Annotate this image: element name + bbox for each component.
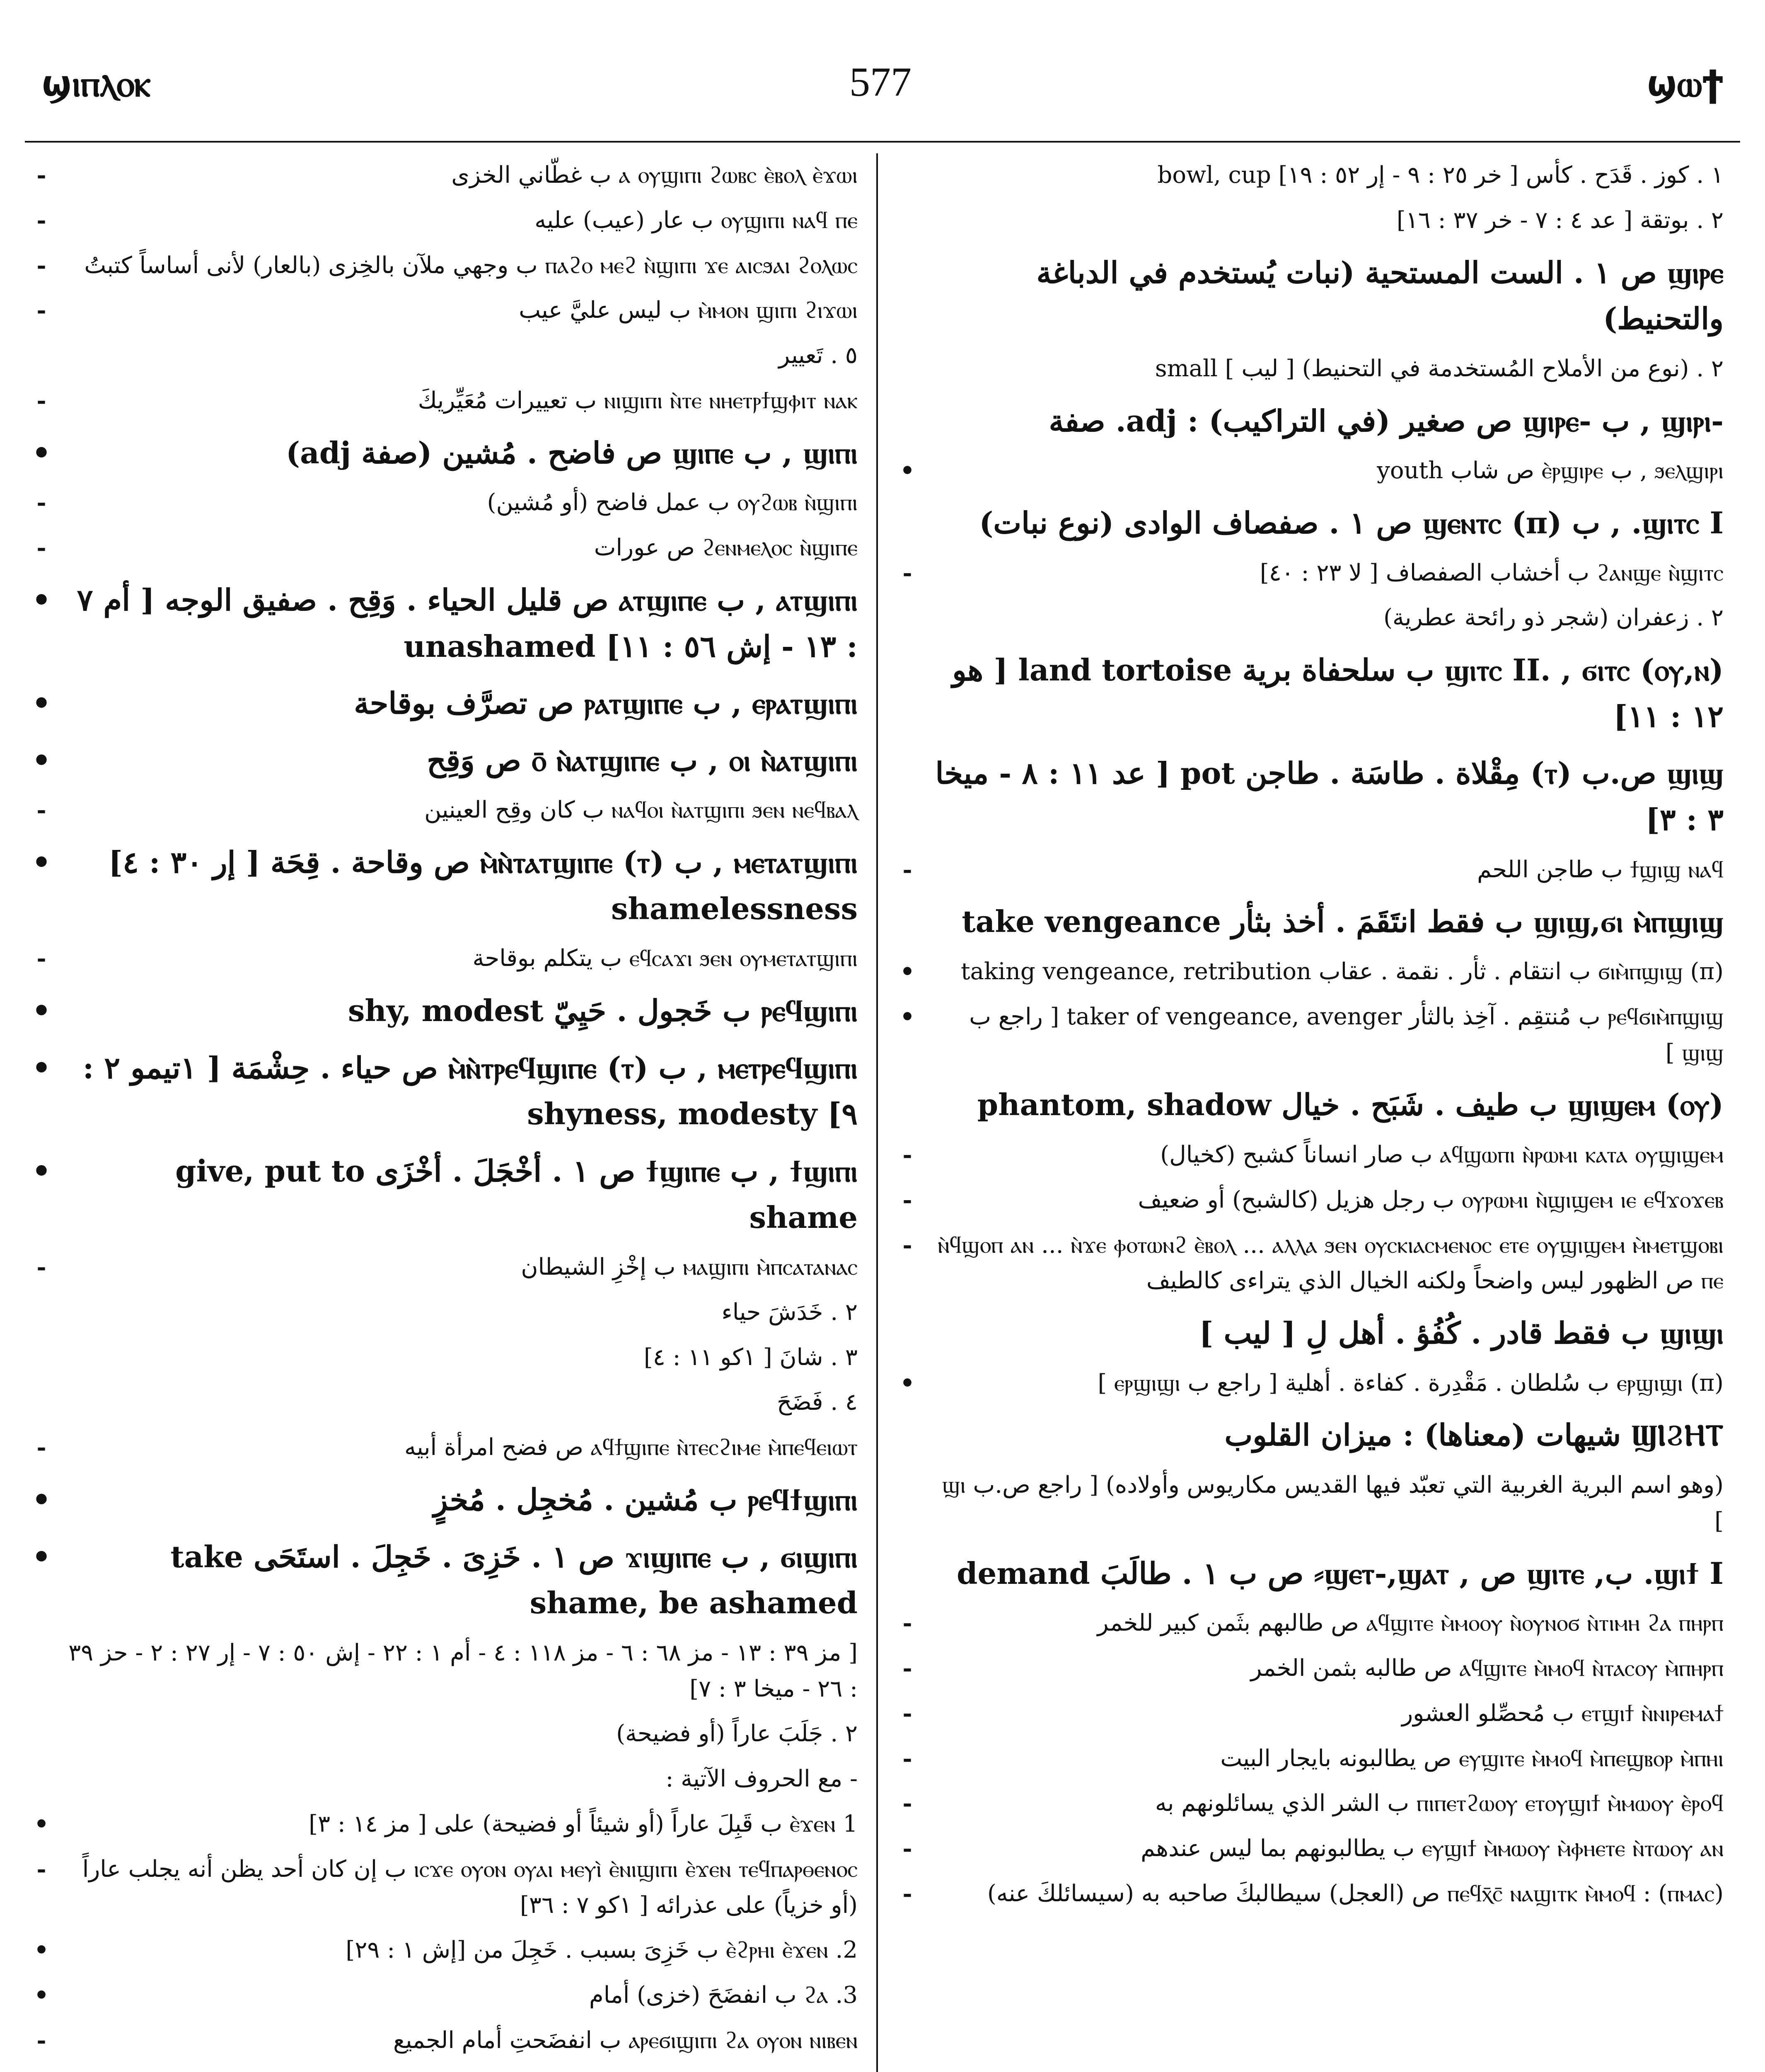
dictionary-entry <box>25 383 870 419</box>
entry-marker: - <box>36 1434 46 1462</box>
entry-marker: • <box>31 1153 51 1188</box>
dictionary-entry <box>25 1716 870 1752</box>
dictionary-headword-entry <box>891 1082 1736 1128</box>
dictionary-entry <box>891 1605 1736 1641</box>
dictionary-entry <box>25 1385 870 1421</box>
entry-text: ⲁⲣⲉϭⲓϣⲓⲡⲓ ϩⲁ ⲟⲩⲟⲛ ⲛⲓⲃⲉⲛ ب انفضَحتِ أمام الجميع <box>393 2027 858 2054</box>
entry-marker: - <box>36 162 46 189</box>
entry-text: 1 ⲉ̀ϫⲉⲛ ب قَبِلَ عاراً (أو شيئاً أو فضيحة) على [ مز ١٤ : ٣] <box>309 1811 858 1838</box>
dictionary-entry <box>25 1806 870 1842</box>
entry-marker: - <box>902 1880 912 1908</box>
entry-text: ϣⲓⲣⲉ ص ١ . الست المستحية (نبات يُستخدم في الدباغة والتحنيط) <box>1036 254 1724 336</box>
entry-text: ⲡⲓⲡⲉⲧϩⲱⲟⲩ ⲉⲧⲟⲩϣⲓϯ ⲙ̀ⲙⲱⲟⲩ ⲉ̀ⲣⲟϥ ب الشر الذي يسائلونهم به <box>1155 1790 1724 1817</box>
entry-text: ⲉⲣⲁⲧϣⲓⲡⲓ , ب ⲣⲁⲧϣⲓⲡⲉ ص تصرَّف بوقاحة <box>354 685 858 721</box>
entry-marker <box>29 2068 54 2072</box>
entry-text: ⲟⲓ ⲛ̀ⲁⲧϣⲓⲡⲓ , ب ⲟ̄ ⲛ̀ⲁⲧϣⲓⲡⲉ ص وَقِح <box>427 742 858 778</box>
entry-text: ⲉⲩϣⲓϯ ⲙ̀ⲙⲱⲟⲩ ⲙ̀ⲫⲏⲉⲧⲉ ⲛ̀ⲧⲱⲟⲩ ⲁⲛ ب يطالبونهم بما ليس عندهم <box>1141 1835 1724 1862</box>
dictionary-entry <box>25 530 870 566</box>
entry-text: ϣⲓⲧⲥ II. , ϭⲓⲧⲥ (ⲟⲩ,ⲛ) ب سلحفاة برية land tortoise [ هو ١٢ : ١١] <box>952 652 1724 734</box>
entry-marker: - <box>36 1254 46 1281</box>
entry-text: ϩⲁⲛϣⲉ ⲛ̀ϣⲓⲧⲥ ب أخشاب الصفصاف [ لا ٢٣ : ٤٠] <box>1260 559 1724 586</box>
dictionary-headword-entry <box>891 249 1736 342</box>
dictionary-entry <box>25 1635 870 1707</box>
dictionary-entry <box>891 852 1736 888</box>
entry-text: ⲟⲩⲣⲱⲙⲓ ⲛ̀ϣⲓϣⲉⲙ ⲓⲉ ⲉϥϫⲟϫⲉⲃ ب رجل هزيل (كالشبح) أو ضعيف <box>1138 1186 1724 1213</box>
entry-text: - مع الحروف الآتية : <box>665 1765 858 1793</box>
entry-marker: • <box>31 845 51 880</box>
entry-text: ϣⲓϣ ص.ب (ⲧ) مِقْلاة . طاسَة . طاجن pot [ عد ١١ : ٨ - ميخا ٣ : ٣] <box>935 755 1724 837</box>
entry-text: ٢ . (نوع من الأملاح المُستخدمة في التحنيط) [ ليب ] small <box>1155 355 1724 382</box>
entry-marker: - <box>902 1655 912 1682</box>
dictionary-entry <box>25 941 870 977</box>
dictionary-entry <box>891 1876 1736 1912</box>
dictionary-entry <box>25 1295 870 1331</box>
dictionary-entry <box>891 1786 1736 1822</box>
entry-text: ϯϣⲓⲡⲓ , ب ϯϣⲓⲡⲉ ص ١ . أخْجَلَ . أخْزَى give, put to shame <box>175 1153 858 1235</box>
dictionary-entry <box>25 1978 870 2014</box>
entry-marker: • <box>34 1811 49 1838</box>
entry-text <box>62 2068 858 2072</box>
dictionary-entry <box>25 293 870 329</box>
entry-text: ⲉϥⲥⲁϫⲓ ϧⲉⲛ ⲟⲩⲙⲉⲧⲁⲧϣⲓⲡⲓ ب يتكلم بوقاحة <box>472 945 858 972</box>
entry-text: ⲣⲉϥϭⲓⲙ̀ⲡϣⲓϣ ب مُنتقِم . آخِذ بالثأر taker of vengeance, avenger [ راجع ب ϣⲓϣ ] <box>969 1003 1724 1066</box>
entry-marker: • <box>31 582 51 617</box>
entry-marker: - <box>36 796 46 824</box>
dictionary-headword-entry <box>25 839 870 932</box>
entry-text: ϭⲓϣⲓⲡⲓ , ب ϫⲓϣⲓⲡⲉ ص ١ . خَزِىَ . خَجِلَ . استَحَى take shame, be ashamed <box>170 1539 858 1621</box>
dictionary-headword-entry <box>891 1310 1736 1356</box>
entry-text: ϣⲓⲡⲓ , ب ϣⲓⲡⲉ ص فاضح . مُشين (صفة adj) <box>285 435 858 470</box>
dictionary-entry <box>891 1227 1736 1300</box>
guide-word-right: ϣⲱϯ <box>1647 62 1724 105</box>
entry-marker: - <box>36 489 46 517</box>
entry-marker: - <box>902 1835 912 1863</box>
dictionary-entry <box>25 2068 870 2072</box>
entry-text: ⲛⲁϥⲟⲓ ⲛ̀ⲁⲧϣⲓⲡⲓ ϧⲉⲛ ⲛⲉϥⲃⲁⲗ ب كان وقِح العينين <box>424 796 858 824</box>
entry-text: ϣⲓϣⲓ ب فقط قادر . كُفُؤ . أهل لِ [ ليب ] <box>1199 1315 1724 1351</box>
entry-text: ⲁϥϣⲓⲧⲉ ⲙ̀ⲙⲟϥ ⲛ̀ⲧⲁⲥⲟⲩ ⲙ̀ⲡⲏⲣⲡ ص طالبه بثمن الخمر <box>1250 1655 1724 1682</box>
entry-text: ⲣⲉϥϣⲓⲡⲓ ب خَجول . حَيِيّ shy, modest <box>348 993 858 1029</box>
entry-marker: - <box>902 1745 912 1772</box>
entry-marker: - <box>902 1186 912 1214</box>
entry-text: ⲁ ⲟⲩϣⲓⲡⲓ ϩⲱⲃⲥ ⲉ̀ⲃⲟⲗ ⲉ̀ϫⲱⲓ ب غطّاني الخزى <box>451 162 858 189</box>
entry-marker: - <box>36 206 46 234</box>
dictionary-entry <box>891 453 1736 489</box>
entry-marker: • <box>34 1936 49 1964</box>
entry-text: 3. ϩⲁ ب انفضَحَ (خزى) أمام <box>589 1982 858 2009</box>
dictionary-headword-entry <box>891 898 1736 945</box>
entry-text: ⲙⲁϣⲓⲡⲓ ⲙ̀ⲡⲥⲁⲧⲁⲛⲁⲥ ب إخْزِ الشيطان <box>521 1254 858 1281</box>
entry-marker: • <box>31 993 51 1029</box>
entry-text: ⲉⲣϣⲓϣⲓ (π) ب سُلطان . مَقْدِرة . كفاءة . أهلية [ راجع ب ⲉⲣϣⲓϣⲓ ] <box>1098 1369 1724 1397</box>
entry-text: ٢ . زعفران (شجر ذو رائحة عطرية) <box>1383 604 1724 632</box>
entry-marker: - <box>902 1610 912 1637</box>
entry-marker: • <box>31 742 51 778</box>
entry-text: ϩⲉⲛⲙⲉⲗⲟⲥ ⲛ̀ϣⲓⲡⲉ ص عورات <box>594 534 858 562</box>
entry-marker: • <box>31 1482 51 1518</box>
entry-marker: • <box>34 1982 49 2009</box>
entry-text: ⲁⲧϣⲓⲡⲓ , ب ⲁⲧϣⲓⲡⲉ ص قليل الحياء . وَقِح . صفيق الوجه [ أم ٧ : ١٣ - إش ٥٦ : ١١] unashamed <box>77 582 858 664</box>
entry-text: ٢ . بوتقة [ عد ٤ : ٧ - خر ٣٧ : ١٦] <box>1396 206 1724 234</box>
dictionary-headword-entry <box>891 647 1736 739</box>
dictionary-entry <box>25 1430 870 1466</box>
dictionary-headword-entry <box>891 1412 1736 1458</box>
entry-text: ٤ . فَضَحَ <box>777 1389 858 1416</box>
entry-text: ϣⲓϯ I. ب, ϣⲓⲧⲉ ص , ϣⲉⲧ-,ϣⲁⲧ⸗ ص ب ١ . طالَبَ demand <box>957 1555 1724 1591</box>
entry-marker: • <box>31 1050 51 1085</box>
entry-text: 2. ⲉ̀ϩⲣⲏⲓ ⲉ̀ϫⲉⲛ ب خَزِىَ بسبب . خَجِلَ من [إش ١ : ٢٩] <box>346 1936 858 1964</box>
entry-marker: - <box>36 252 46 279</box>
dictionary-entry <box>891 1365 1736 1402</box>
entry-text: (ⲡⲙⲁⲥ) : ⲡⲉϥⲭ̄ⲥ̄ ⲛⲁϣⲓⲧⲕ ⲙ̀ⲙⲟϥ ص (العجل) سيطالبكَ صاحبه به (سيسائلكَ عنه) <box>987 1880 1724 1907</box>
entry-text: ⲙ̀ⲙⲟⲛ ϣⲓⲡⲓ ϩⲓϫⲱⲓ ب ليس عليَّ عيب <box>519 297 858 324</box>
entry-text: ϭⲓⲙ̀ⲡϣⲓϣ (π) ب انتقام . ثأر . نقمة . عقاب taking vengeance, retribution <box>961 958 1724 985</box>
entry-marker: • <box>900 958 915 985</box>
entry-marker: • <box>31 1539 51 1574</box>
entry-text: ٣ . شانَ [ ١كو ١١ : ٤] <box>643 1343 858 1371</box>
entry-text: ⲉⲧϣⲓϯ ⲛ̀ⲛⲓⲣⲉⲙⲁϯ ب مُحصِّلو العشور <box>1402 1699 1724 1727</box>
dictionary-entry <box>891 1831 1736 1867</box>
dictionary-headword-entry <box>25 1534 870 1626</box>
entry-text: ϣⲓⲧⲥ I. , ب ϣⲉⲛⲧⲥ (π) ص ١ . صفصاف الوادى (نوع نبات) <box>979 505 1724 540</box>
right-entry-list <box>891 157 1736 1912</box>
dictionary-entry <box>25 2023 870 2059</box>
dictionary-entry <box>891 1651 1736 1687</box>
dictionary-headword-entry <box>25 1045 870 1137</box>
entry-text: -ϣⲓⲣⲓ , ب -ϣⲓⲣⲉ ص صغير (في التراكيب) : adj. صفة <box>1049 403 1724 438</box>
dictionary-entry <box>891 999 1736 1071</box>
entry-text: ⲡⲁϩⲟ ⲙⲉϩ ⲛ̀ϣⲓⲡⲓ ϫⲉ ⲁⲓⲥϧⲁⲓ ϩⲟⲗⲱⲥ ب وجهي ملآن بالخِزى (بالعار) لأنى أساساً كتبتُ <box>84 252 858 279</box>
dictionary-entry <box>25 1249 870 1285</box>
dictionary-entry <box>891 1137 1736 1173</box>
dictionary-headword-entry <box>25 680 870 726</box>
column-divider <box>876 153 878 2072</box>
dictionary-headword-entry <box>25 988 870 1034</box>
entry-marker: - <box>902 1699 912 1727</box>
entry-text: ϣⲓϣ,ϭⲓ ⲙ̀ⲡϣⲓϣ ب فقط انتَقَمَ . أخذ بثأر take vengeance <box>962 904 1724 939</box>
entry-marker: - <box>36 945 46 973</box>
entry-marker: - <box>36 1855 46 1883</box>
dictionary-headword-entry <box>25 577 870 669</box>
dictionary-entry <box>25 203 870 239</box>
page-number: 577 <box>849 59 912 105</box>
entry-marker: - <box>36 387 46 414</box>
dictionary-entry <box>25 1761 870 1797</box>
dictionary-entry <box>25 792 870 828</box>
dictionary-entry <box>891 1696 1736 1732</box>
dictionary-entry <box>25 1932 870 1968</box>
entry-text: ٥ . تَعيير <box>779 342 858 369</box>
left-entry-list <box>25 157 870 2072</box>
dictionary-entry <box>891 954 1736 990</box>
dictionary-entry <box>25 338 870 374</box>
dictionary-entry <box>25 248 870 284</box>
dictionary-entry <box>891 1741 1736 1777</box>
dictionary-headword-entry <box>891 500 1736 546</box>
dictionary-entry <box>25 1852 870 1924</box>
entry-marker: • <box>31 435 51 470</box>
entry-text: ⲁϥϯϣⲓⲡⲉ ⲛ̀ⲧⲉⲥϩⲓⲙⲉ ⲙ̀ⲡⲉϥⲉⲓⲱⲧ ص فضح امرأة أبيه <box>404 1434 858 1461</box>
entry-marker: • <box>900 457 915 485</box>
entry-text: ⲓⲥϫⲉ ⲟⲩⲟⲛ ⲟⲩⲁⲓ ⲙⲉⲩⲓ̀ ⲉ̀ⲛⲓϣⲓⲡⲓ ⲉ̀ϫⲉⲛ ⲧⲉϥⲡⲁⲣⲑⲉⲛⲟⲥ ب إن كان أحد يظن أنه يجلب عاراً (أو خزياً) على عذرائه [ ١كو ٧ : ٣٦] <box>82 1855 858 1919</box>
left-column <box>25 157 870 2072</box>
entry-text: ١ . كوز . قَدَح . كأس [ خر ٢٥ : ٩ - إر ٥٢ : ١٩] bowl, cup <box>1157 162 1724 189</box>
dictionary-entry <box>891 1467 1736 1539</box>
entry-marker: - <box>36 2027 46 2055</box>
entry-text: ⲙⲉⲧⲣⲉϥϣⲓⲡⲓ , ب ⲙ̀ⲛ̀ⲧⲣⲉϥϣⲓⲡⲉ (ⲧ) ص حياء . حِشْمَة [ ١تيمو ٢ : ٩] shyness, modesty <box>82 1050 858 1132</box>
dictionary-headword-entry <box>891 398 1736 444</box>
entry-marker: - <box>902 1141 912 1169</box>
entry-text: ⲁϥϣⲱⲡⲓ ⲛ̀ⲣⲱⲙⲓ ⲕⲁⲧⲁ ⲟⲩϣⲓϣⲉⲙ ب صار انساناً كشبح (كخيال) <box>1160 1141 1724 1168</box>
entry-text: [ مز ٣٩ : ١٣ - مز ٦٨ : ٦ - مز ١١٨ : ٤ - أم ١ : ٢٢ - إش ٥٠ : ٧ - إر ٢٧ : ٢ - حز ٣٩ : ٢٦ - ميخا ٣ : ٧] <box>68 1639 858 1702</box>
entry-marker: - <box>902 1790 912 1818</box>
entry-marker: - <box>36 534 46 562</box>
entry-text: ⲉⲩϣⲓⲧⲉ ⲙ̀ⲙⲟϥ ⲙ̀ⲡⲉϣⲃⲟⲣ ⲙ̀ⲡⲏⲓ ص يطالبونه بايجار البيت <box>1220 1745 1724 1772</box>
entry-text: ⲟⲩϩⲱⲃ ⲛ̀ϣⲓⲡⲓ ب عمل فاضح (أو مُشين) <box>487 489 858 516</box>
dictionary-entry <box>25 157 870 194</box>
dictionary-headword-entry <box>891 750 1736 842</box>
entry-text: ⲣⲉϥϯϣⲓⲡⲓ ب مُشين . مُخجِل . مُخزٍ <box>433 1482 858 1518</box>
entry-text: ⲛ̀ϥϣⲟⲡ ⲁⲛ ... ⲛ̀ϫⲉ ⲫⲟⲧⲱⲛϩ ⲉ̀ⲃⲟⲗ ... ⲁⲗⲗⲁ ϧⲉⲛ ⲟⲩⲥⲕⲓⲁⲥⲙⲉⲛⲟⲥ ⲉⲧⲉ ⲟⲩϣⲓϣⲉⲙ ⲙ̀ⲙⲉⲧϣⲟⲃⲓ ⲡⲉ ص الظهور ليس واضحاً ولكنه الخيال الذي يتراءى كالطيف <box>938 1231 1724 1295</box>
entry-marker: - <box>902 1231 912 1259</box>
dictionary-headword-entry <box>891 1550 1736 1597</box>
dictionary-entry <box>891 1182 1736 1218</box>
dictionary-headword-entry <box>25 1477 870 1523</box>
entry-text: ٢ . جَلَبَ عاراً (أو فضيحة) <box>616 1720 858 1748</box>
entry-marker: • <box>900 1003 915 1031</box>
entry-text: ϣⲓϣⲉⲙ (ⲟⲩ) ب طيف . شَبَح . خيال phantom, shadow <box>977 1087 1724 1123</box>
entry-text: ⲁϥϣⲓⲧⲉ ⲙ̀ⲙⲟⲟⲩ ⲛ̀ⲟⲩⲛⲟϭ ⲛ̀ⲧⲓⲙⲏ ϩⲁ ⲡⲏⲣⲡ ص طالبهم بثَمن كبير للخمر <box>1097 1610 1724 1637</box>
entry-text: (وهو اسم البرية الغربية التي تعبّد فيها القديس مكاريوس وأولاده) [ راجع ص.ب ϣⲓ ] <box>942 1472 1724 1535</box>
dictionary-headword-entry <box>25 1148 870 1240</box>
right-column <box>891 157 1736 2072</box>
entry-text: ⲛⲓϣⲓⲡⲓ ⲛ̀ⲧⲉ ⲛⲏⲉⲧⲣϯϣⲫⲓⲧ ⲛⲁⲕ ب تعييرات مُعَيِّريكَ <box>418 387 858 414</box>
dictionary-entry <box>891 351 1736 387</box>
header-rule <box>25 141 1740 143</box>
entry-text: ϯϣⲓϣ ⲛⲁϥ ب طاجن اللحم <box>1477 856 1724 883</box>
entry-text: ϧⲉⲗϣⲓⲣⲓ , ب ⲉ̀ⲣϣⲓⲣⲉ ص شاب youth <box>1377 457 1724 484</box>
dictionary-headword-entry <box>25 737 870 784</box>
entry-marker: • <box>900 1369 915 1397</box>
entry-text: ⲙⲉⲧⲁⲧϣⲓⲡⲓ , ب ⲙ̀ⲛ̀ⲧⲁⲧϣⲓⲡⲉ (ⲧ) ص وقاحة . قِحَة [ إر ٣٠ : ٤] shamelessness <box>109 845 858 926</box>
dictionary-entry <box>891 555 1736 591</box>
entry-text: ϢⲒϨⲎⲦ شيهات (معناها) : ميزان القلوب <box>1224 1417 1724 1453</box>
page-header <box>25 46 1740 128</box>
entry-marker: • <box>31 685 51 721</box>
dictionary-entry <box>891 203 1736 239</box>
guide-word-left: ϣⲓⲡⲗⲟⲕ <box>41 62 151 105</box>
dictionary-entry <box>891 157 1736 194</box>
entry-text: ⲟⲩϣⲓⲡⲓ ⲛⲁϥ ⲡⲉ ب عار (عيب) عليه <box>534 206 858 234</box>
dictionary-entry <box>25 1340 870 1376</box>
dictionary-entry <box>25 485 870 521</box>
entry-marker: - <box>36 297 46 324</box>
dictionary-headword-entry <box>25 430 870 476</box>
entry-marker: - <box>902 856 912 884</box>
entry-marker: - <box>902 559 912 587</box>
dictionary-entry <box>891 600 1736 636</box>
entry-text: ٢ . خَدَشَ حياء <box>721 1298 858 1326</box>
